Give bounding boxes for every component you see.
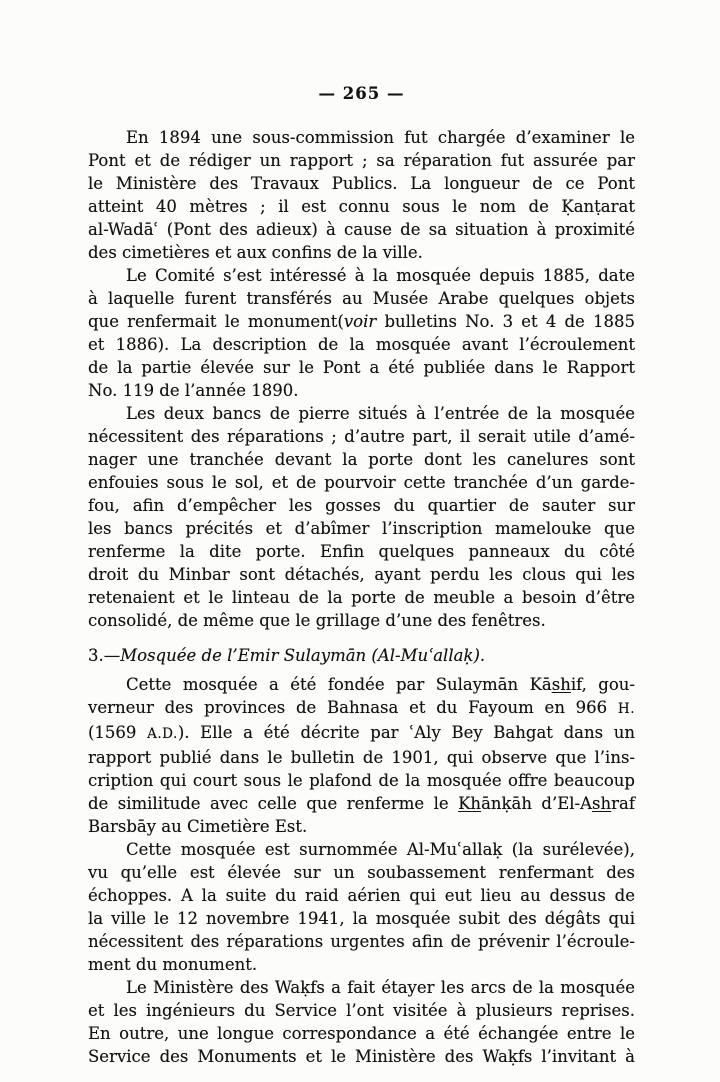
text-line: consolidé, de même que le grillage d’une des fenêtres. xyxy=(88,611,546,630)
text-line: En outre, une longue correspondance a été échangée entre le xyxy=(88,1024,635,1043)
text-segment: if, gou- xyxy=(570,675,636,694)
text-block xyxy=(88,126,635,1068)
text-segment-underline: Kh xyxy=(458,794,482,813)
text-segment-underline: sh xyxy=(551,675,571,694)
section-title: Mosquée de l’Emir Sulaymān (Al-Muʿallaḳ). xyxy=(120,646,486,665)
text-line: No. 119 de l’année 1890. xyxy=(88,381,299,400)
text-line: enfouies sous le sol, et de pourvoir cette tranchée d’un garde- xyxy=(88,473,635,492)
text-line: et les ingénieurs du Service l’ont visitée à plusieurs reprises. xyxy=(88,1001,635,1020)
text-line: Cette mosquée est surnommée Al-Muʿallaḳ (la surélevée), xyxy=(126,840,635,859)
text-line xyxy=(88,310,635,333)
paragraph-6 xyxy=(88,976,635,1068)
text-line: Les deux bancs de pierre situés à l’entrée de la mosquée xyxy=(126,404,635,423)
text-line: nécessitent des réparations ; d’autre part, il serait utile d’amé- xyxy=(88,427,635,446)
text-line: Pont et de rédiger un rapport ; sa réparation fut assurée par xyxy=(88,151,635,170)
text-line: al-Wadāʿ (Pont des adieux) à cause de sa situation à proximité xyxy=(88,220,635,239)
text-line: retenaient et le linteau de la porte de meuble a besoin d’être xyxy=(88,588,635,607)
text-segment: que renfermait le monument( xyxy=(88,312,344,331)
text-segment-smallcaps: A.D. xyxy=(147,726,178,742)
text-line: le Ministère des Travaux Publics. La longueur de ce Pont xyxy=(88,174,635,193)
text-line: Le Comité s’est intéressé à la mosquée depuis 1885, date xyxy=(126,266,635,285)
text-line: à laquelle furent transférés au Musée Arabe quelques objets xyxy=(88,289,635,308)
text-line: de la partie élevée sur le Pont a été publiée dans le Rapport xyxy=(88,358,635,377)
text-line xyxy=(88,792,635,815)
text-line: droit du Minbar sont détachés, ayant perdu les clous qui les xyxy=(88,565,635,584)
text-line: En 1894 une sous-commission fut chargée d’examiner le xyxy=(126,128,635,147)
text-segment: bulletins No. 3 et 4 de 1885 xyxy=(376,312,635,331)
text-line: ment du monument. xyxy=(88,955,258,974)
text-line xyxy=(88,721,635,746)
paragraph-1 xyxy=(88,126,635,264)
section-heading xyxy=(88,644,635,667)
text-line xyxy=(88,673,635,696)
page-number: — 265 — xyxy=(318,84,405,103)
text-segment-italic: voir xyxy=(343,312,377,331)
text-segment: raf xyxy=(611,794,635,813)
text-line: atteint 40 mètres ; il est connu sous le nom de Ḳanṭarat xyxy=(88,197,635,216)
text-line: Barsbāy au Cimetière Est. xyxy=(88,817,308,836)
text-segment-underline: sh xyxy=(592,794,612,813)
text-line: échoppes. A la suite du raid aérien qui eut lieu au dessus de xyxy=(88,886,635,905)
text-segment-smallcaps: H. xyxy=(617,701,635,717)
text-line: et 1886). La description de la mosquée avant l’écroulement xyxy=(88,335,635,354)
paragraph-3 xyxy=(88,402,635,632)
text-line: Le Ministère des Waḳfs a fait étayer les arcs de la mosquée xyxy=(126,978,635,997)
paragraph-2 xyxy=(88,264,635,402)
text-line: des cimetières et aux confins de la ville. xyxy=(88,243,423,262)
text-line: fou, afin d’empêcher les gosses du quartier de sauter sur xyxy=(88,496,635,515)
text-line: cription qui court sous le plafond de la mosquée offre beaucoup xyxy=(88,771,635,790)
text-line: nécessitent des réparations urgentes afin de prévenir l’écroule- xyxy=(88,932,635,951)
section-number: 3.— xyxy=(88,646,121,665)
text-line: les bancs précités et d’abîmer l’inscription mamelouke que xyxy=(88,519,635,538)
paragraph-4 xyxy=(88,673,635,838)
text-segment: Cette mosquée a été fondée par Sulaymān Kā xyxy=(126,675,552,694)
text-segment: (1569 xyxy=(88,723,148,742)
text-segment: de similitude avec celle que renferme le xyxy=(88,794,459,813)
text-line: renferme la dite porte. Enfin quelques panneaux du côté xyxy=(88,542,635,561)
text-line: Service des Monuments et le Ministère des Waḳfs l’invitant à xyxy=(88,1047,635,1066)
text-line: la ville le 12 novembre 1941, la mosquée subit des dégâts qui xyxy=(88,909,635,928)
text-line: rapport publié dans le bulletin de 1901, qui observe que l’ins- xyxy=(88,748,635,767)
text-segment: ). Elle a été décrite par ʿAly Bey Bahgat dans un xyxy=(177,723,635,742)
paragraph-5 xyxy=(88,838,635,976)
text-line xyxy=(88,696,635,721)
text-line: vu qu’elle est élevée sur un soubassement renfermant des xyxy=(88,863,635,882)
text-segment: verneur des provinces de Bahnasa et du Fayoum en 966 xyxy=(88,698,618,717)
text-line: nager une tranchée devant la porte dont les canelures sont xyxy=(88,450,635,469)
text-segment: ānḳāh d’El-A xyxy=(481,794,593,813)
